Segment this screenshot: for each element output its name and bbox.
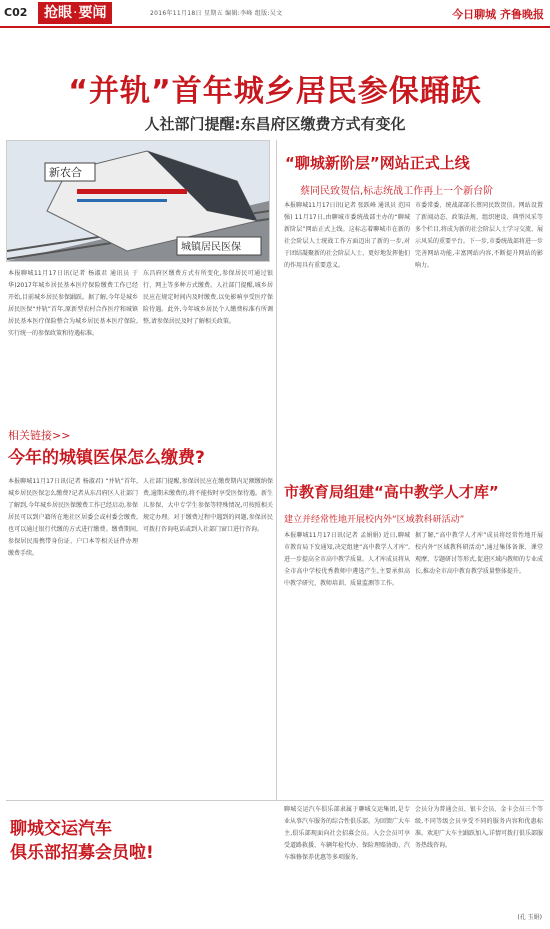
section-tag [38, 2, 112, 24]
caption-b: 城镇居民医保 [181, 242, 241, 253]
related-link-label: 相关链接>> [8, 429, 71, 442]
club-body-col-1: 聊城交运汽车俱乐部隶属于聊城交运集团,是专业从事汽车服务的综合性俱乐部。为回馈广大车主,俱乐部现面向社会招募会员。入会会员可享受道路救援、车辆年检代办、保险理赔协助、汽车维修保养优惠等多项服务。 [284, 806, 410, 861]
website-headline: “聊城新阶层”网站正式上线 [285, 154, 470, 172]
lead-headline: “并轨”首年城乡居民参保踊跃 [68, 74, 482, 109]
education-subhead: 建立并经常性地开展校内外“区域教科研活动” [284, 515, 465, 525]
club-body-col-2: 会员分为普通会员、银卡会员、金卡会员三个等级,不同等级会员享受不同的服务内容和优惠标准。欢迎广大车主踊跃加入,详情可拨打俱乐部服务热线咨询。 [415, 806, 543, 849]
education-body-col-1: 本报聊城11月17日讯(记者 孟娟娟) 近日,聊城市教育局下发通知,决定组建“高中教学人才库”,进一步提高全市高中教学质量。人才库成员将从全市高中学校优秀教师中遴选产生,主要承担高中教学研究、教师培训、质量监测等工作。 [284, 532, 410, 587]
website-body-col-2: 市委常委、统战部部长蔡同民致贺信。网站设置了新闻动态、政策法规、组织建设、典型风采等多个栏目,将成为新的社会阶层人士学习交流、展示风采的重要平台。下一步,市委统战部将进一步完善网站功能,丰富网站内容,不断提升网站的影响力。 [415, 202, 543, 269]
club-byline: (孔 玉娟) [517, 914, 542, 921]
section-tag-b: 要闻 [78, 5, 107, 21]
train-photo [6, 140, 270, 262]
column-divider [276, 140, 277, 800]
header-rule [0, 26, 550, 28]
club-headline-line-2: 俱乐部招募会员啦! [10, 843, 154, 863]
lead-body-col-1: 本报聊城11月17日讯(记者 杨淑君 通讯员 于华)2017年城乡居民基本医疗保险缴费工作已经开始,目前城乡居民参保踊跃。据了解,今年是城乡居民医保“并轨”首年,原新型农村合作医疗和城镇居民基本医疗保险整合为城乡居民基本医疗保险,实行统一的参保政策和待遇标准。 [8, 270, 138, 337]
page-code: C02 [4, 6, 28, 19]
related-body-col-2: 人社部门提醒,参保居民应在缴费期内足额缴纳保费,逾期未缴费的,将不能按时享受医保待遇。新生儿参保、大中专学生参保等特殊情况,可按照相关规定办理。对于缴费过程中遇到的问题,参保居民可拨打咨询电话或到人社部门窗口进行咨询。 [143, 478, 273, 533]
caption-a: 新农合 [49, 166, 82, 179]
section-tag-a: 抢眼 [44, 5, 72, 21]
lead-body-col-2: 东昌府区缴费方式有所变化,参保居民可通过银行、网上等多种方式缴费。人社部门提醒,城乡居民应在规定时间内及时缴费,以免影响享受医疗保险待遇。此外,今年城乡居民个人缴费标准有所调整,请参保居民及时了解相关政策。 [143, 270, 273, 325]
newspaper-brand: 今日聊城 齐鲁晚报 [452, 8, 544, 21]
related-title: 今年的城镇医保怎么缴费? [8, 448, 205, 468]
website-body-col-1: 本报聊城11月17日讯(记者 张跃峰 通讯员 范国强) 11月17日,由聊城市委统战部主办的“聊城新阶层”网站正式上线。这标志着聊城市在新的社会阶层人士统战工作方面迈出了新的一步,对于团结凝聚新的社会阶层人士、更好地发挥他们的作用具有重要意义。 [284, 202, 410, 269]
section-tag-sep: · [73, 5, 78, 21]
education-body-col-2: 据了解,“高中教学人才库”成员将经常性地开展校内外“区域教科研活动”,通过集体备课、课堂观摩、专题研讨等形式,促进区域内教师的专业成长,推动全市高中教育教学质量整体提升。 [415, 532, 543, 575]
related-body-col-1: 本报聊城11月17日讯(记者 杨淑君) “并轨”首年,城乡居民医保怎么缴费?记者从东昌府区人社部门了解到,今年城乡居民医保缴费工作已经启动,参保居民可以到户籍所在地社区居委会或村委会缴费,也可以通过银行代缴的方式进行缴费。缴费期间,参保居民需携带身份证、户口本等相关证件办理缴费手续。 [8, 478, 138, 557]
train-illustration [7, 141, 269, 261]
club-headline-line-1: 聊城交运汽车 [10, 819, 112, 839]
education-headline: 市教育局组建“高中教学人才库” [284, 483, 499, 501]
section-divider [6, 800, 544, 801]
website-subhead: 蔡同民致贺信,标志统战工作再上一个新台阶 [300, 186, 494, 197]
issue-meta: 2016年11月18日 星期五 编辑:李峰 组版:吴文 [150, 10, 283, 17]
lead-subhead: 人社部门提醒:东昌府区缴费方式有变化 [144, 115, 406, 133]
